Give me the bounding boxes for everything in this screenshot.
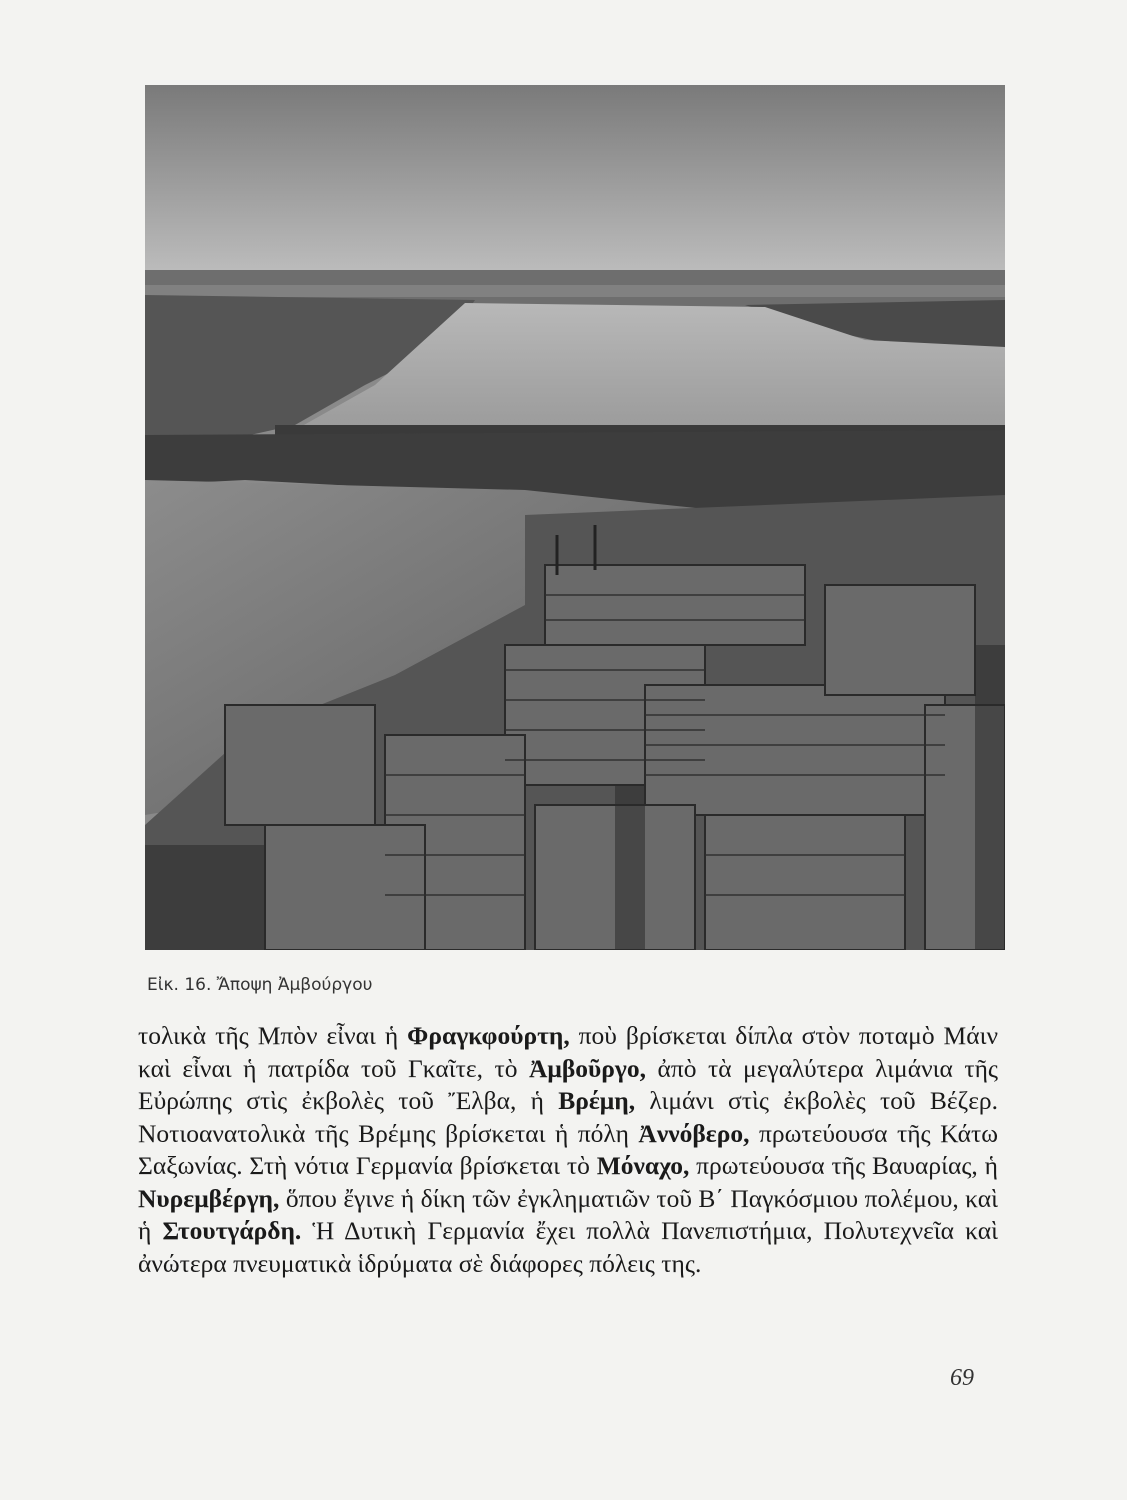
city-aerial-photo [145,85,1005,950]
aerial-city-photo-icon [145,85,1005,950]
text-run: τολικὰ τῆς Μπὸν εἶναι ἡ [138,1021,408,1050]
text-run: ἀπὸ τὰ μεγαλύτερα λιμάνια τῆς Εὐρώπης στὶς ἐκβολὲς τοῦ Ἔλβα, ἡ [138,1053,999,1115]
text-run: πρωτεύουσα τῆς Κάτω Σαξωνίας. Στὴ νότια Γερμανία βρίσκεται τὸ [138,1118,998,1180]
text-run: Ἡ Δυτικὴ Γερμανία ἔχει πολλὰ Πανεπιστήμια, Πολυτεχνεῖα καὶ ἀνώτερα πνευματικὰ ἱδρύματα σὲ διάφορες πόλεις της. [138,1216,998,1278]
bold-place-name: Φραγκφούρτη, [407,1021,570,1050]
body-paragraph [138,1020,998,1280]
bold-place-name: Βρέμη, [558,1086,636,1115]
bold-place-name: Νυρεμβέργη, [138,1183,280,1213]
bold-place-name: Ἀννόβερο, [638,1118,750,1148]
figure-caption: Εἰκ. 16. Ἄποψη Ἀμβούργου [147,975,373,995]
page-number: 69 [950,1365,974,1391]
bold-place-name: Μόναχο, [596,1151,690,1180]
text-run: ποὺ βρίσκεται δίπλα στὸν ποταμὸ Μάιν καὶ εἶναι ἡ πατρίδα τοῦ Γκαῖτε, τὸ [138,1021,998,1083]
bold-place-name: Στουτγάρδη. [162,1216,302,1245]
bold-place-name: Ἀμβοῦργο, [528,1053,646,1083]
text-run: πρωτεύουσα τῆς Βαυαρίας, ἡ [689,1151,998,1180]
text-run: λιμάνι στὶς ἐκβολὲς τοῦ Βέζερ. Νοτιοανατολικὰ τῆς Βρέμης βρίσκεται ἡ πόλη [138,1086,999,1148]
text-run: ὅπου ἔγινε ἡ δίκη τῶν ἐγκληματιῶν τοῦ Β΄ Παγκόσμιου πολέμου, καὶ ἡ [138,1183,998,1245]
